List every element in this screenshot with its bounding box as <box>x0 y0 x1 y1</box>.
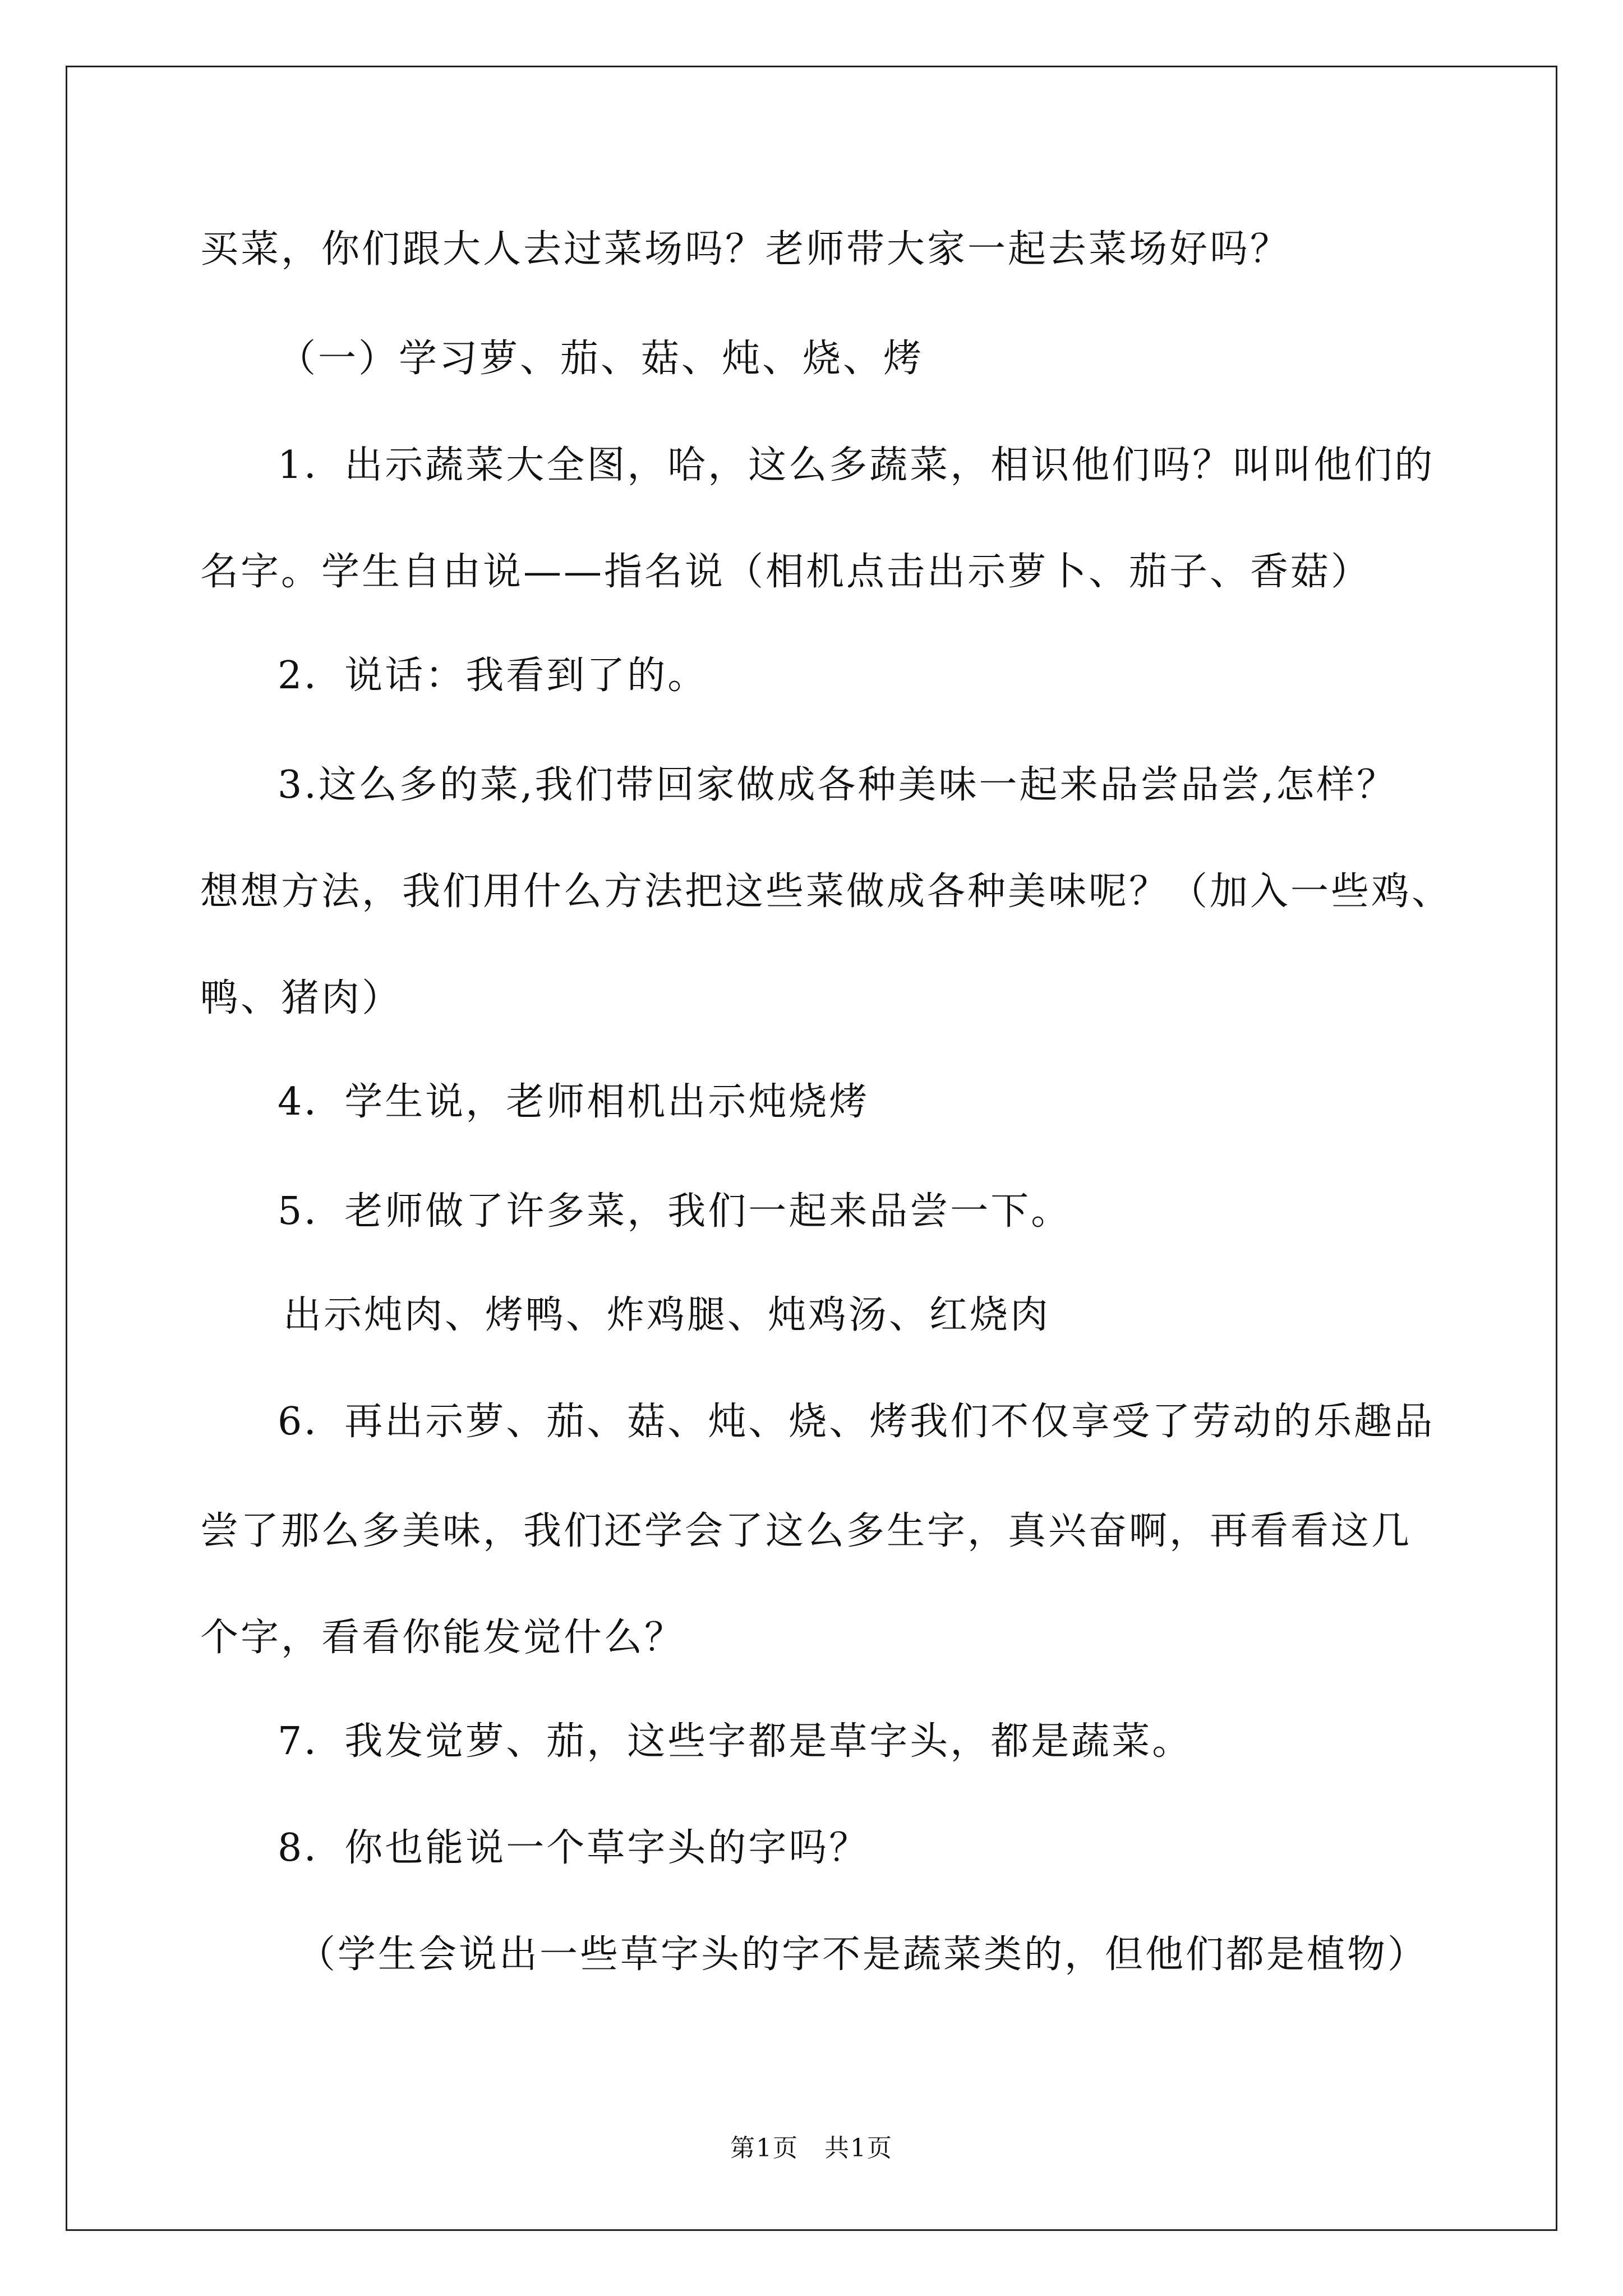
text-line-7: 想想方法，我们用什么方法把这些菜做成各种美味呢？（加入一些鸡、 <box>200 869 1453 914</box>
text-line-9: 4．学生说，老师相机出示炖烧烤 <box>278 1080 870 1124</box>
text-line-6: 3.这么多的菜,我们带回家做成各种美味一起来品尝品尝,怎样？ <box>278 763 1398 807</box>
text-line-14: 个字，看看你能发觉什么？ <box>200 1616 685 1660</box>
text-line-3: 1．出示蔬菜大全图，哈，这么多蔬菜，相识他们吗？叫叫他们的 <box>278 443 1435 487</box>
page-border <box>66 66 1557 2231</box>
text-line-16: 8．你也能说一个草字头的字吗？ <box>278 1826 870 1870</box>
text-line-15: 7．我发觉萝、茄，这些字都是草字头，都是蔬菜。 <box>278 1719 1193 1764</box>
text-line-12: 6．再出示萝、茄、菇、炖、烧、烤我们不仅享受了劳动的乐趣品 <box>278 1400 1435 1444</box>
text-line-8: 鸭、猪肉） <box>200 976 403 1020</box>
text-line-1: 买菜，你们跟大人去过菜场吗？老师带大家一起去菜场好吗？ <box>200 227 1291 272</box>
text-line-17: （学生会说出一些草字头的字不是蔬菜类的，但他们都是植物） <box>297 1932 1428 1977</box>
text-line-5: 2．说话：我看到了的。 <box>278 654 708 698</box>
section-heading: （一）学习萝、茄、菇、炖、烧、烤 <box>278 337 924 381</box>
text-line-11: 出示炖肉、烤鸭、炸鸡腿、炖鸡汤、红烧肉 <box>283 1293 1051 1337</box>
text-line-13: 尝了那么多美味，我们还学会了这么多生字，真兴奋啊，再看看这几 <box>200 1509 1412 1553</box>
text-line-10: 5．老师做了许多菜，我们一起来品尝一下。 <box>278 1189 1072 1234</box>
page-footer: 第1页 共1页 <box>730 2134 893 2162</box>
text-line-4: 名字。学生自由说——指名说（相机点击出示萝卜、茄子、香菇） <box>200 550 1372 594</box>
